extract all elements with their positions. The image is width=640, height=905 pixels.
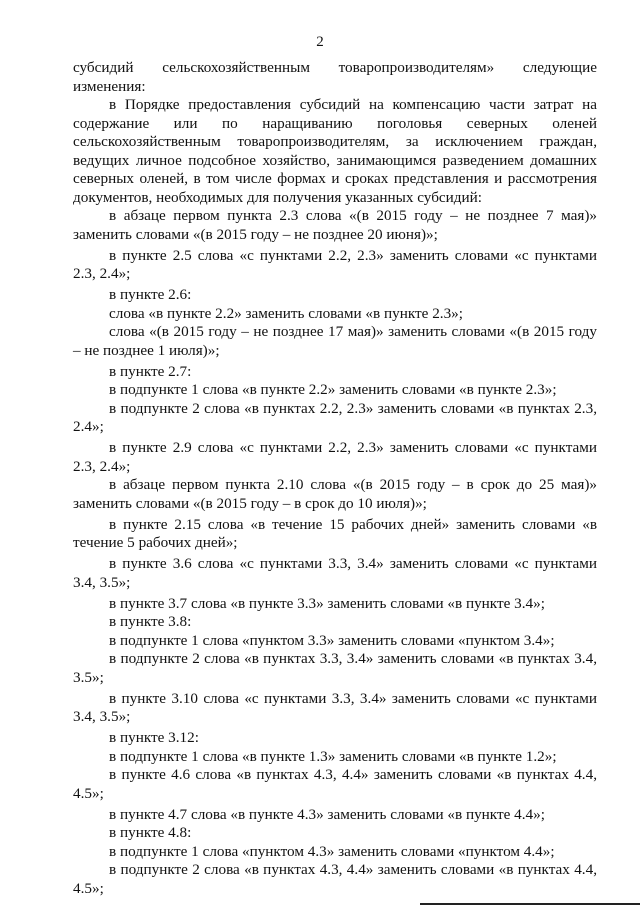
paragraph-item-2-6: в пункте 2.6: <box>109 286 192 303</box>
paragraph-item-2-7-sub-1: в подпункте 1 слова «в пункте 2.2» заменить словами «в пункте 2.3»; <box>109 381 557 398</box>
paragraph-item-4-8-sub-2: в подпункте 2 слова «в пунктах 4.3, 4.4» заменить словами «в пунктах 4.4, 4.5»; <box>73 861 597 897</box>
paragraph-item-2-15: в пункте 2.15 слова «в течение 15 рабочих дней» заменить словами «в течение 5 рабочих дней»; <box>73 515 597 551</box>
paragraph-item-3-8-sub-2: в подпункте 2 слова «в пунктах 3.3, 3.4» заменить словами «в пунктах 3.4, 3.5»; <box>73 650 597 686</box>
paragraph-item-4-8: в пункте 4.8: <box>109 824 192 841</box>
paragraph-item-2-7-sub-2: в подпункте 2 слова «в пунктах 2.2, 2.3» заменить словами «в пунктах 2.3, 2.4»; <box>73 399 597 435</box>
paragraph-item-2-7: в пункте 2.7: <box>109 362 192 380</box>
paragraph-item-3-12: в пункте 3.12: <box>109 729 199 746</box>
paragraph-item-2-6-words: слова «в пункте 2.2» заменить словами «в пункте 2.3»; <box>109 304 463 322</box>
paragraph-item-2-3: в абзаце первом пункта 2.3 слова «(в 2015 году – не позднее 7 мая)» заменить словами «(в 2015 году – не позднее 20 июня)»; <box>73 207 597 243</box>
paragraph-item-3-12-sub-1: в подпункте 1 слова «в пункте 1.3» заменить словами «в пункте 1.2»; <box>109 747 557 765</box>
paragraph-item-2-5: в пункте 2.5 слова «с пунктами 2.2, 2.3» заменить словами «с пунктами 2.3, 2.4»; <box>73 246 597 282</box>
paragraph-item-3-10: в пункте 3.10 слова «с пунктами 3.3, 3.4» заменить словами «с пунктами 3.4, 3.5»; <box>73 689 597 725</box>
paragraph-item-4-6: в пункте 4.6 слова «в пунктах 4.3, 4.4» заменить словами «в пунктах 4.4, 4.5»; <box>73 766 597 802</box>
page-number: 2 <box>316 34 324 50</box>
paragraph-procedure: в Порядке предоставления субсидий на компенсацию части затрат на содержание или по наращиванию поголовья северных оленей сельскохозяйственным товаропроизводителям, за исключением граждан, ведущих личное подсобное хозяйство, занимающимся разведением домашних северных оленей, в том числе формах и сроках представления и рассмотрения документов, необходимых для получения указанных субсидий: <box>73 96 597 206</box>
paragraph-item-3-8-sub-1: в подпункте 1 слова «пунктом 3.3» заменить словами «пунктом 3.4»; <box>109 631 555 649</box>
paragraph-item-2-9: в пункте 2.9 слова «с пунктами 2.2, 2.3» заменить словами «с пунктами 2.3, 2.4»; <box>73 439 597 475</box>
paragraph-item-3-6: в пункте 3.6 слова «с пунктами 3.3, 3.4» заменить словами «с пунктами 3.4, 3.5»; <box>73 555 597 591</box>
paragraph-intro-continuation: субсидий сельскохозяйственным товаропроизводителям» следующие изменения: <box>73 59 597 95</box>
document-body <box>73 59 597 898</box>
paragraph-item-2-6-dates: слова «(в 2015 году – не позднее 17 мая)» заменить словами «(в 2015 году – не позднее 1 июля)»; <box>73 323 597 359</box>
paragraph-item-4-7: в пункте 4.7 слова «в пункте 4.3» заменить словами «в пункте 4.4»; <box>109 805 545 823</box>
paragraph-item-3-8: в пункте 3.8: <box>109 613 192 630</box>
paragraph-item-4-8-sub-1: в подпункте 1 слова «пунктом 4.3» заменить словами «пунктом 4.4»; <box>109 842 555 860</box>
paragraph-item-2-10: в абзаце первом пункта 2.10 слова «(в 2015 году – в срок до 25 мая)» заменить словами «(в 2015 году – в срок до 10 июля)»; <box>73 476 597 512</box>
paragraph-item-3-7: в пункте 3.7 слова «в пункте 3.3» заменить словами «в пункте 3.4»; <box>109 594 545 612</box>
